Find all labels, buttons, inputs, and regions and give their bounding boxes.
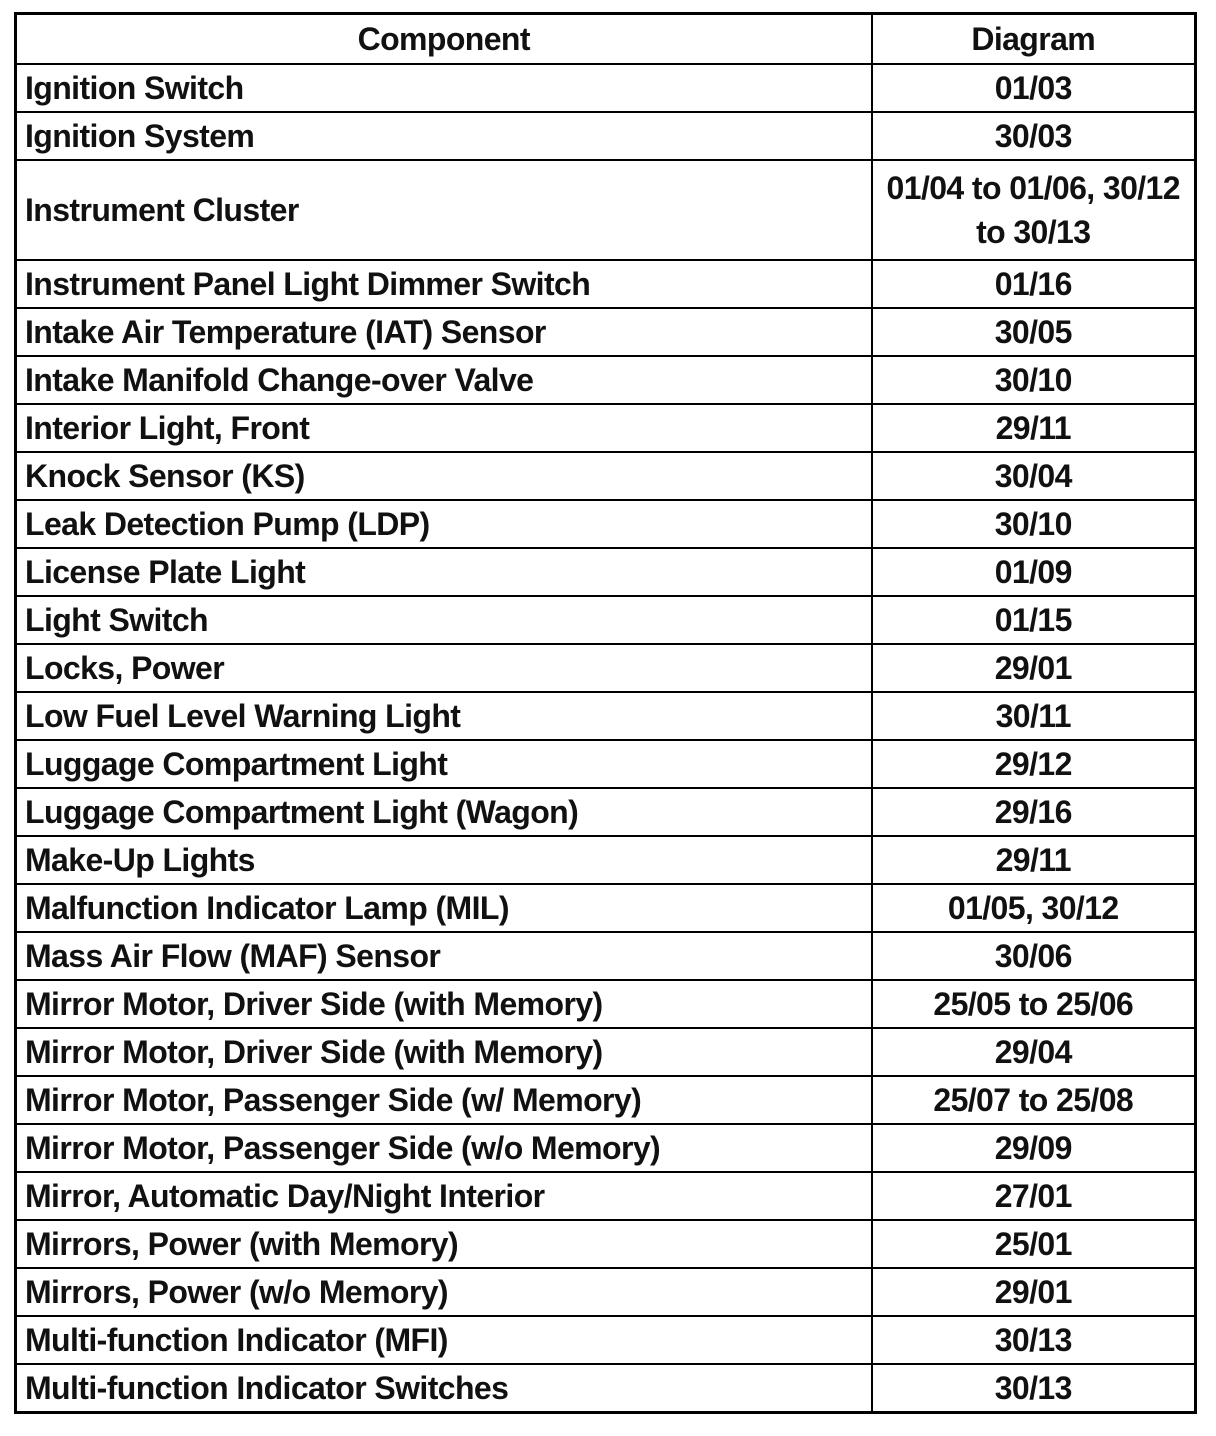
table-row [16, 308, 1196, 356]
component-cell: Make-Up Lights [16, 836, 872, 884]
diagram-cell: 25/01 [872, 1220, 1196, 1268]
table-row [16, 740, 1196, 788]
component-cell: Leak Detection Pump (LDP) [16, 500, 872, 548]
component-diagram-table [14, 12, 1197, 1414]
component-cell: Multi-function Indicator (MFI) [16, 1316, 872, 1364]
table-row [16, 932, 1196, 980]
table-row [16, 1172, 1196, 1220]
component-cell: Interior Light, Front [16, 404, 872, 452]
component-cell: License Plate Light [16, 548, 872, 596]
table-row [16, 644, 1196, 692]
diagram-cell: 29/11 [872, 404, 1196, 452]
component-cell: Mirrors, Power (w/o Memory) [16, 1268, 872, 1316]
diagram-cell: 29/11 [872, 836, 1196, 884]
diagram-cell: 01/04 to 01/06, 30/12 to 30/13 [872, 160, 1196, 260]
diagram-cell: 29/09 [872, 1124, 1196, 1172]
diagram-cell: 25/05 to 25/06 [872, 980, 1196, 1028]
table-row [16, 260, 1196, 308]
diagram-cell: 27/01 [872, 1172, 1196, 1220]
component-cell: Instrument Panel Light Dimmer Switch [16, 260, 872, 308]
table-row [16, 500, 1196, 548]
component-cell: Low Fuel Level Warning Light [16, 692, 872, 740]
table-row [16, 1364, 1196, 1413]
table-header-row [16, 14, 1196, 65]
table-row [16, 692, 1196, 740]
component-cell: Light Switch [16, 596, 872, 644]
diagram-cell: 30/10 [872, 500, 1196, 548]
diagram-cell: 29/04 [872, 1028, 1196, 1076]
diagram-cell: 01/03 [872, 64, 1196, 112]
table-row [16, 160, 1196, 260]
table-row [16, 452, 1196, 500]
diagram-cell: 30/03 [872, 112, 1196, 160]
table-row [16, 884, 1196, 932]
diagram-cell: 30/06 [872, 932, 1196, 980]
component-cell: Mirror, Automatic Day/Night Interior [16, 1172, 872, 1220]
table-row [16, 1076, 1196, 1124]
table-row [16, 356, 1196, 404]
table-row [16, 1028, 1196, 1076]
component-cell: Malfunction Indicator Lamp (MIL) [16, 884, 872, 932]
table-row [16, 980, 1196, 1028]
diagram-cell: 30/11 [872, 692, 1196, 740]
diagram-cell: 01/05, 30/12 [872, 884, 1196, 932]
component-cell: Locks, Power [16, 644, 872, 692]
diagram-cell: 01/15 [872, 596, 1196, 644]
diagram-cell: 29/01 [872, 644, 1196, 692]
diagram-cell: 01/16 [872, 260, 1196, 308]
diagram-cell: 30/04 [872, 452, 1196, 500]
table-row [16, 1268, 1196, 1316]
component-index-sheet [14, 12, 1194, 1414]
component-cell: Mirror Motor, Driver Side (with Memory) [16, 980, 872, 1028]
component-cell: Ignition Switch [16, 64, 872, 112]
table-row [16, 788, 1196, 836]
header-component: Component [16, 14, 872, 65]
table-row [16, 112, 1196, 160]
table-row [16, 548, 1196, 596]
table-row [16, 404, 1196, 452]
component-cell: Multi-function Indicator Switches [16, 1364, 872, 1413]
component-cell: Mass Air Flow (MAF) Sensor [16, 932, 872, 980]
diagram-cell: 25/07 to 25/08 [872, 1076, 1196, 1124]
diagram-cell: 29/01 [872, 1268, 1196, 1316]
diagram-cell: 30/10 [872, 356, 1196, 404]
component-cell: Intake Air Temperature (IAT) Sensor [16, 308, 872, 356]
component-cell: Knock Sensor (KS) [16, 452, 872, 500]
table-row [16, 1316, 1196, 1364]
diagram-cell: 30/13 [872, 1364, 1196, 1413]
table-row [16, 596, 1196, 644]
component-cell: Luggage Compartment Light [16, 740, 872, 788]
component-cell: Mirrors, Power (with Memory) [16, 1220, 872, 1268]
table-body [16, 64, 1196, 1413]
table-row [16, 1220, 1196, 1268]
diagram-cell: 30/05 [872, 308, 1196, 356]
diagram-cell: 29/16 [872, 788, 1196, 836]
table-row [16, 64, 1196, 112]
component-cell: Luggage Compartment Light (Wagon) [16, 788, 872, 836]
component-cell: Ignition System [16, 112, 872, 160]
diagram-cell: 29/12 [872, 740, 1196, 788]
component-cell: Mirror Motor, Passenger Side (w/o Memory) [16, 1124, 872, 1172]
component-cell: Mirror Motor, Passenger Side (w/ Memory) [16, 1076, 872, 1124]
diagram-cell: 01/09 [872, 548, 1196, 596]
component-cell: Instrument Cluster [16, 160, 872, 260]
component-cell: Intake Manifold Change-over Valve [16, 356, 872, 404]
table-row [16, 1124, 1196, 1172]
table-row [16, 836, 1196, 884]
diagram-cell: 30/13 [872, 1316, 1196, 1364]
header-diagram: Diagram [872, 14, 1196, 65]
component-cell: Mirror Motor, Driver Side (with Memory) [16, 1028, 872, 1076]
